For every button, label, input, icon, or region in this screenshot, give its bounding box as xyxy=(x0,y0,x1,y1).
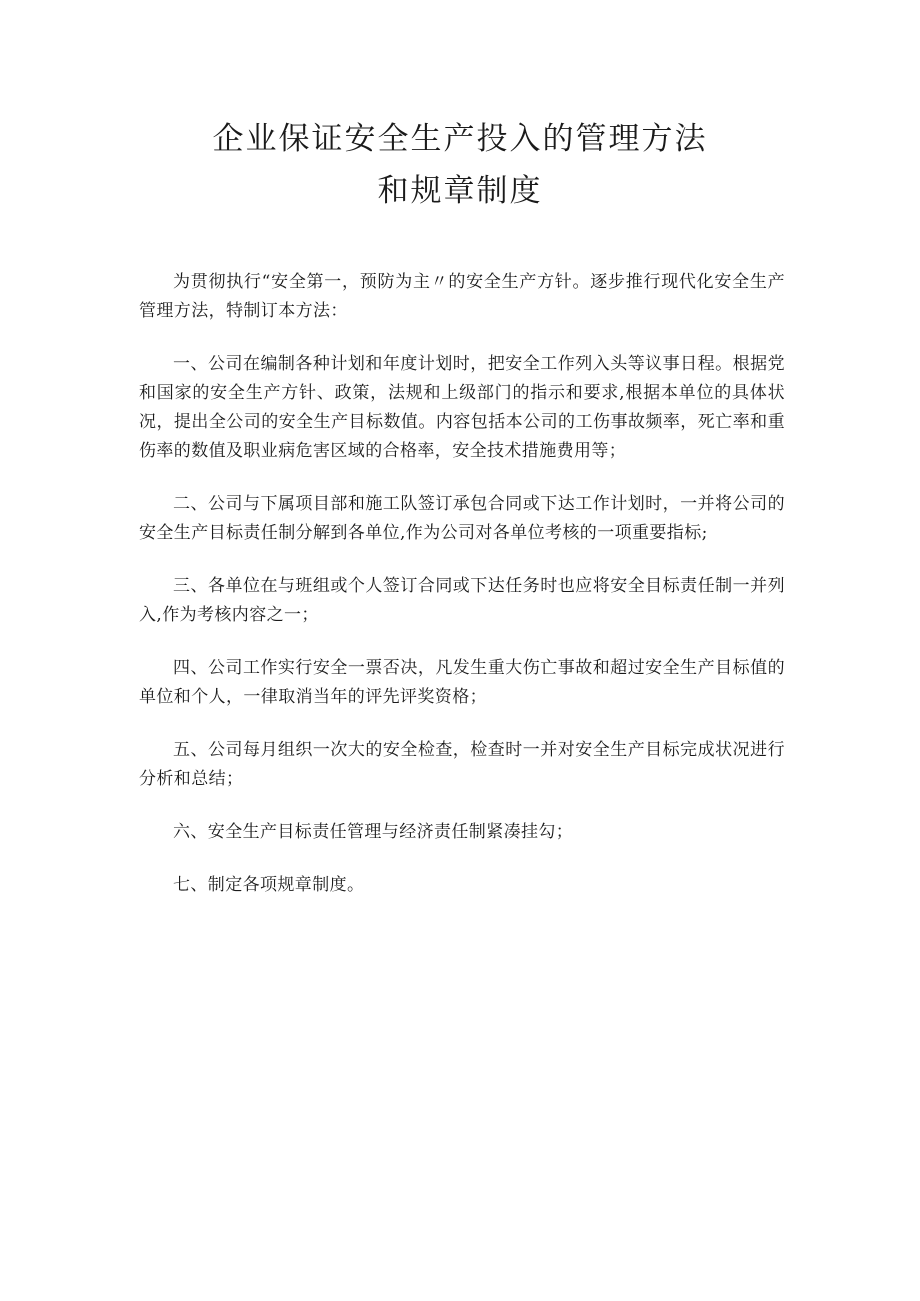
document-body xyxy=(139,268,785,924)
paragraph-item-4: 四、公司工作实行安全一票否决，凡发生重大伤亡事故和超过安全生产目标值的单位和个人，一律取消当年的评先评奖资格； xyxy=(139,658,785,707)
document-title-line-2: 和规章制度 xyxy=(377,173,543,209)
paragraph-item-7: 七、制定各项规章制度。 xyxy=(173,875,365,895)
paragraph-item-5: 五、公司每月组织一次大的安全检查，检查时一并对安全生产目标完成状况进行分析和总结； xyxy=(139,740,785,789)
paragraph-item-3: 三、各单位在与班组或个人签订合同或下达任务时也应将安全目标责任制一并列入,作为考核内容之一； xyxy=(139,576,785,625)
paragraph-intro: 为贯彻执行“安全第一，预防为主〃的安全生产方针。逐步推行现代化安全生产管理方法，特制订本方法： xyxy=(139,272,785,321)
paragraph-item-1: 一、公司在编制各种计划和年度计划时，把安全工作列入头等议事日程。根据党和国家的安全生产方针、政策，法规和上级部门的指示和要求,根据本单位的具体状况，提出全公司的安全生产目标数值。内容包括本公司的工伤事故频率，死亡率和重伤率的数值及职业病危害区域的合格率，安全技术措施费用等； xyxy=(139,354,785,461)
paragraph-item-6: 六、安全生产目标责任管理与经济责任制紧凑挂勾； xyxy=(173,822,574,842)
paragraph-item-2: 二、公司与下属项目部和施工队签订承包合同或下达工作计划时，一并将公司的安全生产目标责任制分解到各单位,作为公司对各单位考核的一项重要指标; xyxy=(139,494,785,543)
document-title-line-1: 企业保证安全生产投入的管理方法 xyxy=(212,121,708,157)
